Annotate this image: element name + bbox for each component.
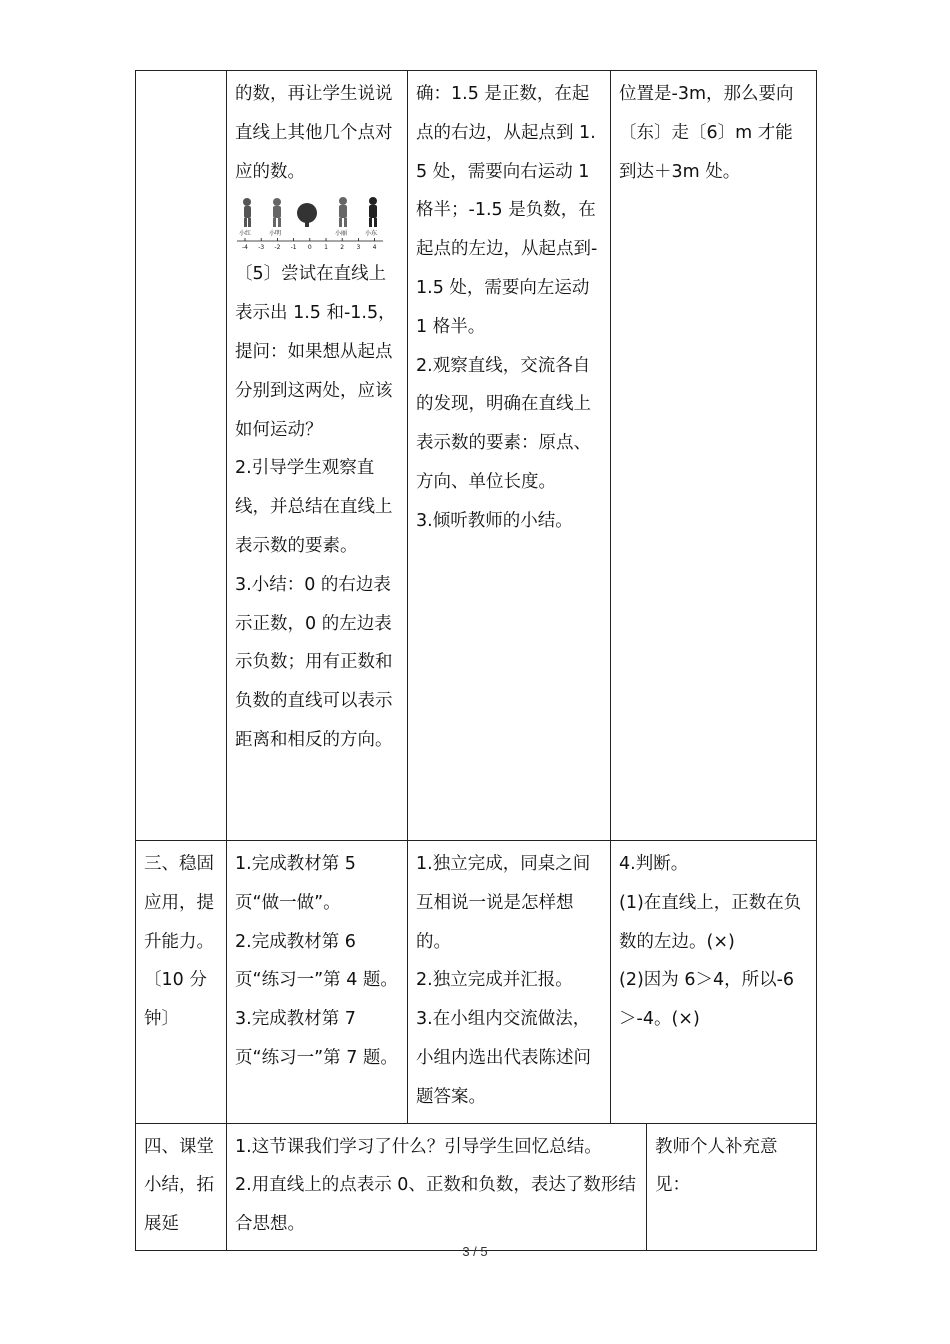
number-line-tick-label: -4	[242, 244, 248, 252]
stage-label: 四、课堂小结，拓展延	[144, 1136, 214, 1235]
student-activity-cell	[408, 841, 611, 1124]
paragraph: 3.在小组内交流做法，小组内选出代表陈述问题答案。	[416, 1009, 591, 1107]
paragraph: 位置是-3m，那么要向〔东〕走〔6〕m 才能到达＋3m 处。	[619, 84, 794, 182]
stage-cell	[136, 71, 227, 841]
paragraph: 1.这节课我们学习了什么？引导学生回忆总结。	[235, 1136, 602, 1157]
paragraph: 3.小结：0 的右边表示正数，0 的左边表示负数；用有正数和负数的直线可以表示距离和相反的方向。	[235, 574, 393, 750]
teacher-notes-cell	[647, 1123, 817, 1250]
paragraph: (2)因为 6＞4，所以-6＞-4。(×)	[619, 970, 795, 1030]
exercise-cell	[611, 841, 817, 1124]
paragraph: 1.完成教材第 5 页“做一做”。	[235, 854, 356, 913]
paragraph: 〔5〕尝试在直线上表示出 1.5 和-1.5，提问：如果想从起点分别到这两处，应该如何运动？	[235, 264, 396, 440]
number-line-tick-label: -1	[290, 244, 297, 252]
number-line-tick-label: -3	[258, 244, 265, 252]
stage-cell	[136, 841, 227, 1124]
paragraph: (1)在直线上，正数在负数的左边。(×)	[619, 892, 802, 952]
exercise-cell	[611, 71, 817, 841]
table-row	[136, 71, 817, 841]
teacher-notes-label: 教师个人补充意见：	[655, 1136, 778, 1196]
teacher-activity-cell	[227, 841, 408, 1124]
number-line-tick-label: -2	[274, 244, 281, 252]
paragraph: 2.完成教材第 6 页“练习一”第 4 题。	[235, 931, 398, 991]
label-xiaodong: 小东	[365, 230, 378, 238]
child-figure-xiaohong	[243, 198, 251, 227]
paragraph: 4.判断。	[619, 854, 689, 874]
paragraph: 2.独立完成并汇报。	[416, 970, 573, 991]
paragraph: 2.引导学生观察直线，并总结在直线上表示数的要素。	[235, 458, 393, 556]
stage-cell	[136, 1123, 227, 1250]
paragraph: 的数，再让学生说说直线上其他几个点对应的数。	[235, 84, 393, 182]
paragraph: 2.观察直线，交流各自的发现，明确在直线上表示数的要素：原点、方向、单位长度。	[416, 355, 591, 492]
number-line-tick-label: 3	[356, 244, 361, 252]
number-line-tick-label: 0	[307, 244, 312, 252]
label-xiaoli: 小丽	[335, 230, 348, 238]
number-line-figure	[235, 193, 385, 253]
student-activity-cell	[408, 71, 611, 841]
page-number: 3 / 5	[462, 1244, 488, 1259]
paragraph: 2.用直线上的点表示 0、正数和负数，表达了数形结合思想。	[235, 1175, 636, 1235]
paragraph: 1.独立完成，同桌之间互相说一说是怎样想的。	[416, 854, 591, 952]
label-xiaohong: 小红	[239, 230, 252, 238]
lesson-plan-table	[135, 70, 817, 1251]
label-xiaoming: 小明	[269, 230, 282, 238]
table-row	[136, 841, 817, 1124]
summary-cell	[227, 1123, 647, 1250]
number-line-tick-label: 4	[372, 244, 377, 252]
paragraph: 3.倾听教师的小结。	[416, 510, 573, 531]
number-line-tick-label: 2	[340, 244, 345, 252]
paragraph: 确：1.5 是正数，在起点的右边，从起点到 1.5 处，需要向右运动 1 格半；-1.5 是负数，在起点的左边，从起点到-1.5 处，需要向左运动 1 格半。	[416, 84, 598, 337]
stage-label: 三、稳固应用，提升能力。〔10 分钟〕	[144, 854, 214, 1030]
table-row	[136, 1123, 817, 1250]
teacher-activity-cell	[227, 71, 408, 841]
number-line-tick-label: 1	[324, 244, 328, 252]
paragraph: 3.完成教材第 7 页“练习一”第 7 题。	[235, 1009, 398, 1068]
